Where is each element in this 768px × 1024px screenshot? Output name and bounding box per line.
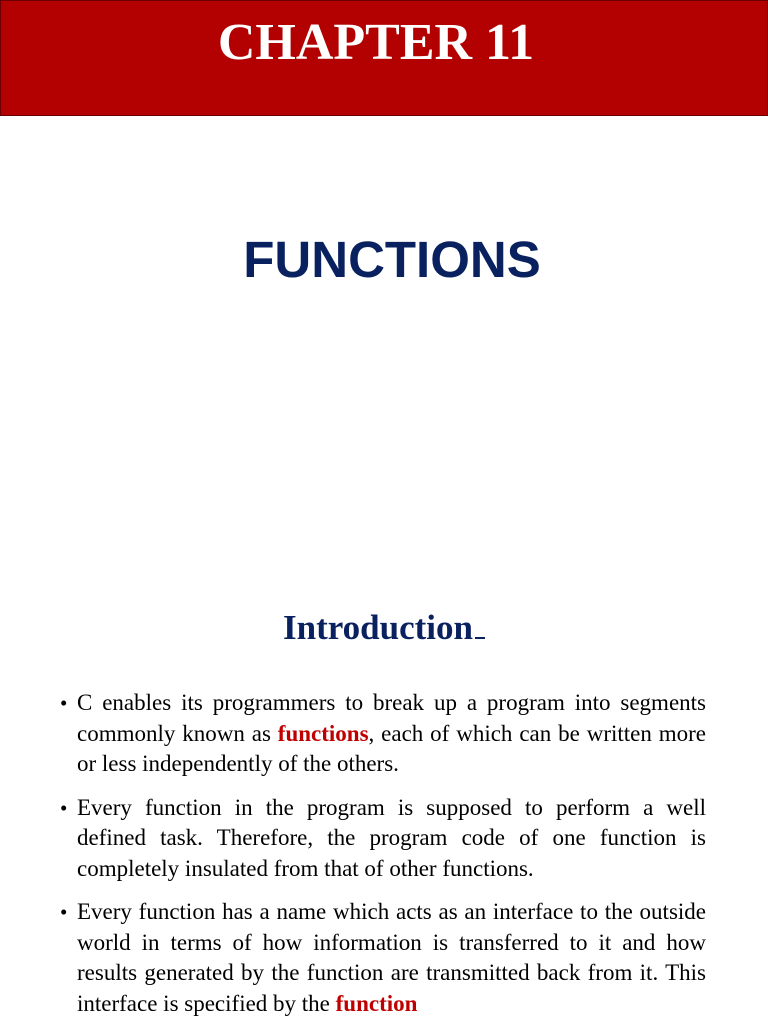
section-heading: [0, 606, 768, 650]
heading-underline-mark: [475, 637, 485, 639]
bullet-item: [60, 688, 706, 780]
bullet-text: Every function has a name which acts as an interface to the outside world in terms of how information is transferred to it and how results generated by the function are transmitted back from it. This interface is specified by the: [77, 899, 706, 1016]
bullet-text: , each of which can be written more or less independently of the others.: [77, 720, 706, 776]
bullet-text: Every function in the program is supposed to perform a well defined task. Therefore, the program code of one function is completely insulated from that of other functions.: [77, 794, 706, 881]
chapter-title: CHAPTER 11: [217, 14, 535, 71]
keyword-functions: functions: [277, 720, 369, 746]
bullet-icon: •: [60, 691, 68, 715]
bullet-list: [60, 688, 706, 1024]
section-heading-text: Introduction: [283, 608, 473, 647]
bullet-item: [60, 793, 706, 885]
bullet-text: C enables its programmers to break up a program into segments commonly known as: [77, 690, 706, 746]
keyword-function: function: [335, 990, 418, 1016]
chapter-banner: [0, 0, 768, 116]
bullet-item: [60, 897, 706, 1019]
bullet-icon: •: [60, 900, 68, 924]
bullet-icon: •: [60, 795, 68, 820]
page-title: FUNCTIONS: [243, 231, 541, 288]
